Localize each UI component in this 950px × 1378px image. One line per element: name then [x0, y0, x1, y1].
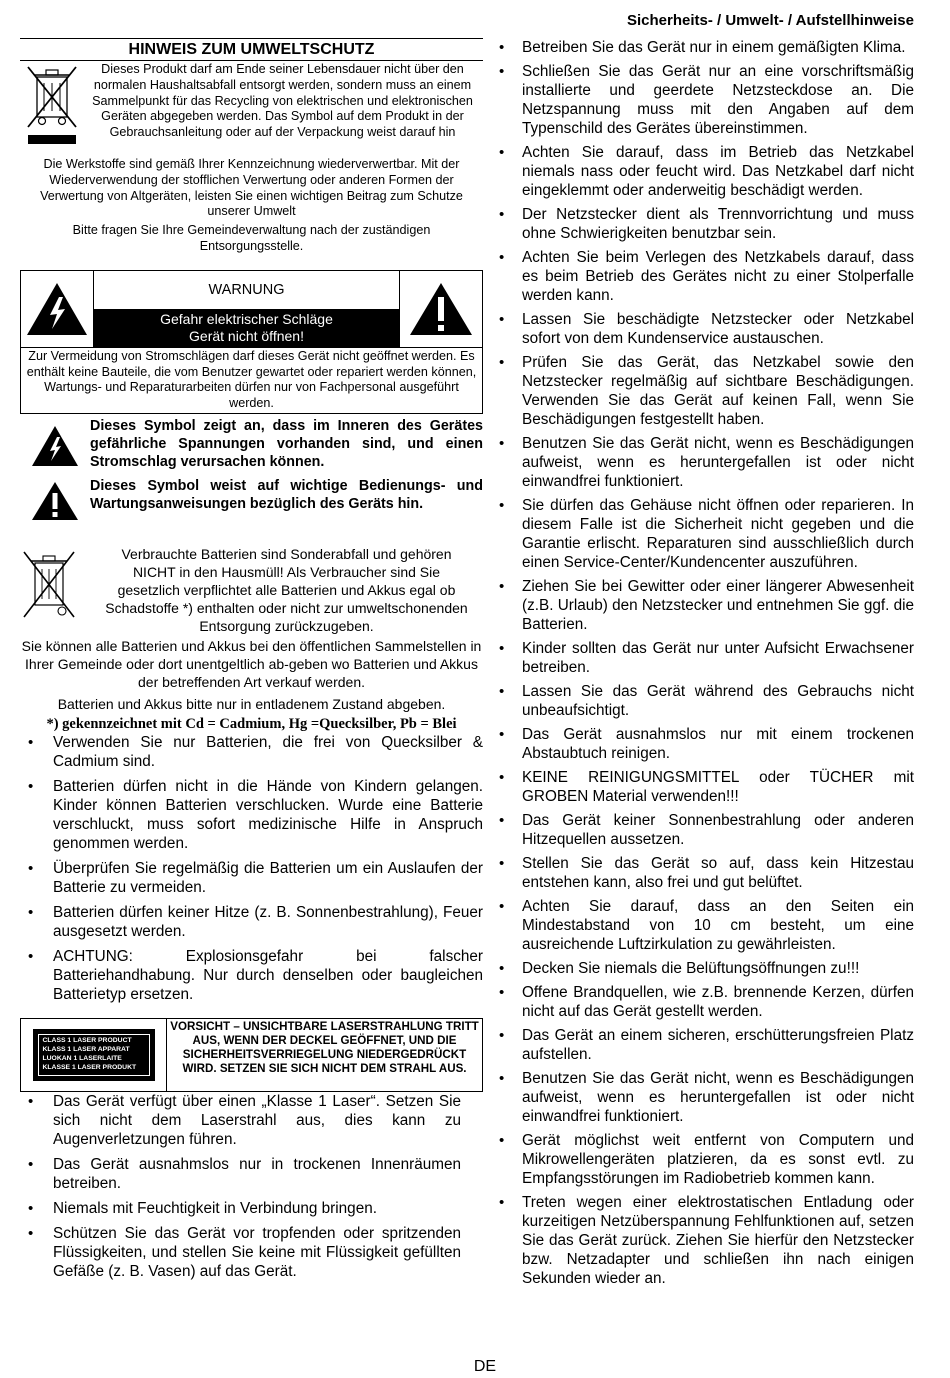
lightning-symbol-text: Dieses Symbol zeigt an, dass im Inneren des Gerätes gefährliche Spannungen vorhanden sind, und einen Stromschlag verursachen können. [90, 417, 483, 470]
laser-box [20, 1018, 483, 1092]
laser-label-line: KLASS 1 LASER APPARAT [42, 1045, 130, 1053]
lightning-icon [31, 425, 79, 467]
laser-label-line: KLASSE 1 LASER PRODUKT [42, 1063, 137, 1071]
battery-bin-icon [22, 549, 76, 623]
list-item: • Prüfen Sie das Gerät, das Netzkabel sowie den Netzstecker regelmäßig auf sichtbare Beschädigungen. Verwenden Sie das Gerät auf keinen Fall, wenn Sie Beschädigungen festgestellt haben. [496, 353, 914, 429]
list-item: • Das Gerät verfügt über einen „Klasse 1 Laser“. Setzen Sie sich nicht dem Laserstrahl aus, dies kann zu Augenverletzungen führen. [20, 1092, 461, 1149]
battery-paragraph-1: Verbrauchte Batterien sind Sonderabfall und gehören NICHT in den Hausmüll! Als Verbraucher sind Sie gesetzlich verpflichtet alle Batterien und Akkus egal ob Schadstoffe *) enthalten oder nicht zur umweltschonenden Entsorgung zurückzugeben. [105, 545, 468, 634]
warning-line-1: Gefahr elektrischer Schläge [160, 310, 333, 327]
list-item: • Decken Sie niemals die Belüftungsöffnungen zu!!! [496, 959, 914, 978]
list-item: • Schützen Sie das Gerät vor tropfenden oder spritzenden Flüssigkeiten, und stellen Sie keine mit Flüssigkeit gefüllten Gefäße (z. B. Vasen) auf das Gerät. [20, 1224, 461, 1281]
safety-list [496, 38, 914, 1288]
crossed-bin-icon [26, 63, 78, 145]
device-list [20, 1092, 483, 1281]
list-item: • Ziehen Sie bei Gewitter oder einer längerer Abwesenheit (z.B. Urlaub) den Netzstecker und entnehmen Sie ggf. die Batterien. [496, 577, 914, 634]
environment-paragraph-2: Die Werkstoffe sind gemäß Ihrer Kennzeichnung wiederverwertbar. Mit der Wiederverwendung der stofflichen Verwertung oder anderen Formen der Verwertung von Altgeräten, leisten Sie einen wichtigen Beitrag zum Schutze unserer Umwelt [40, 157, 463, 219]
battery-section [20, 545, 483, 635]
battery-paragraph-2: Sie können alle Batterien und Akkus bei den öffentlichen Sammelstellen in Ihrer Gemeinde oder dort unentgeltlich ab-geben wo Batterien und Akkus der betreffenden Art verkauf werden. [21, 637, 482, 690]
list-item: • Stellen Sie das Gerät so auf, dass kein Hitzestau entstehen kann, also frei und gut belüftet. [496, 854, 914, 892]
list-item: • Schließen Sie das Gerät nur an eine vorschriftsmäßig installierte und geerdete Netzsteckdose an. Die Netzspannung muss mit den Angaben auf dem Typenschild des Gerätes übereinstimmen. [496, 62, 914, 138]
warning-banner [94, 309, 399, 347]
list-item: • Das Gerät ausnahmslos nur in trockenen Innenräumen betreiben. [20, 1155, 461, 1193]
warning-title: WARNUNG [208, 281, 285, 298]
list-item: • Batterien dürfen keiner Hitze (z. B. Sonnenbestrahlung), Feuer ausgesetzt werden. [20, 903, 483, 941]
laser-warning-text: VORSICHT – UNSICHTBARE LASERSTRAHLUNG TRITT AUS, WENN DER DECKEL GEÖFFNET, UND DIE SICHERHEITSVERRIEGELUNG NIEDERGEDRÜCKT WIRD. SETZEN SIE SICH NICHT DEM STRAHL AUS. [170, 1019, 479, 1075]
environment-paragraph-1: Dieses Produkt darf am Ende seiner Lebensdauer nicht über den normalen Haushaltsabfall entsorgt werden, sondern muss an einem Sammelpunkt für das Recycling von elektrischen und elektronischen Geräten abgegeben werden. Das Symbol auf dem Produkt in der Gebrauchsanleitung oder auf der Verpackung weist darauf hin [92, 62, 473, 140]
list-item: • Überprüfen Sie regelmäßig die Batterien um ein Auslaufen der Batterie zu vermeiden. [20, 859, 483, 897]
laser-label-line: CLASS 1 LASER PRODUCT [42, 1036, 132, 1044]
page-footer: DE [473, 1358, 497, 1375]
lightning-symbol-row [20, 417, 483, 471]
list-item: • Der Netzstecker dient als Trennvorrichtung und muss ohne Schwierigkeiten benutzbar sein. [496, 205, 914, 243]
list-item: • ACHTUNG: Explosionsgefahr bei falscher Batteriehandhabung. Nur durch denselben oder baugleichen Batterietyp ersetzen. [20, 947, 483, 1004]
list-item: • Das Gerät ausnahmslos nur mit einem trockenen Abstaubtuch reinigen. [496, 725, 914, 763]
left-column [20, 38, 483, 1287]
list-item: • Benutzen Sie das Gerät nicht, wenn es Beschädigungen aufweist, wenn es heruntergefallen ist oder nicht einwandfrei funktioniert. [496, 434, 914, 491]
battery-list [20, 733, 483, 1004]
exclamation-warning-icon [408, 281, 474, 337]
list-item: • Batterien dürfen nicht in die Hände von Kindern gelangen. Kinder können Batterien verschlucken. Wurde eine Batterie verschluckt, muss sofort medizinische Hilfe in Anspruch genommen werden. [20, 777, 483, 853]
list-item: • Verwenden Sie nur Batterien, die frei von Quecksilber & Cadmium sind. [20, 733, 483, 771]
lightning-warning-icon [25, 281, 89, 337]
list-item: • Achten Sie darauf, dass an den Seiten ein Mindestabstand von 10 cm besteht, um eine ausreichende Luftzirkulation zu gewährleisten. [496, 897, 914, 954]
list-item: • Das Gerät keiner Sonnenbestrahlung oder anderen Hitzequellen aussetzen. [496, 811, 914, 849]
list-item: • Achten Sie darauf, dass im Betrieb das Netzkabel niemals nass oder feucht wird. Das Netzkabel darf nicht eingeklemmt oder anderweitig beschädigt werden. [496, 143, 914, 200]
list-item: • Kinder sollten das Gerät nur unter Aufsicht Erwachsener betreiben. [496, 639, 914, 677]
list-item: • Lassen Sie beschädigte Netzstecker oder Netzkabel sofort von dem Kundenservice austauschen. [496, 310, 914, 348]
warning-text: Zur Vermeidung von Stromschlägen darf dieses Gerät nicht geöffnet werden. Es enthält keine Bauteile, die vom Benutzer gewartet oder repariert werden können, Wartungs- und Reparaturarbeiten dürfen nur von Fachpersonal ausgeführt werden. [26, 348, 477, 411]
right-column [496, 38, 914, 1293]
warning-line-2: Gerät nicht öffnen! [189, 327, 304, 344]
page-header: Sicherheits- / Umwelt- / Aufstellhinweise [626, 12, 914, 29]
list-item: • Das Gerät an einem sicheren, erschütterungsfreien Platz aufstellen. [496, 1026, 914, 1064]
list-item: • Offene Brandquellen, wie z.B. brennende Kerzen, dürfen nicht auf das Gerät gestellt werden. [496, 983, 914, 1021]
list-item: • Gerät möglichst weit entfernt von Computern und Mikrowellengeräten platzieren, da es sonst evtl. zu Empfangsstörungen im Radiobetrieb kommen kann. [496, 1131, 914, 1188]
battery-note: *) gekennzeichnet mit Cd = Cadmium, Hg =Quecksilber, Pb = Blei [46, 715, 457, 732]
environment-title: HINWEIS ZUM UMWELTSCHUTZ [20, 38, 483, 61]
list-item: • Niemals mit Feuchtigkeit in Verbindung bringen. [20, 1199, 461, 1218]
list-item: • Sie dürfen das Gehäuse nicht öffnen oder reparieren. In diesem Falle ist die Sicherheit nicht gegeben und die Garantie erlischt. Reparaturen sind ausschließlich durch einen Service-Center/Kundencenter auszuführen. [496, 496, 914, 572]
environment-paragraph-3: Bitte fragen Sie Ihre Gemeindeverwaltung nach der zuständigen Entsorgungsstelle. [72, 223, 431, 253]
battery-paragraph-3: Batterien und Akkus bitte nur in entladenem Zustand abgeben. [57, 695, 446, 712]
list-item: • Benutzen Sie das Gerät nicht, wenn es Beschädigungen aufweist, wenn es heruntergefallen ist oder nicht einwandfrei funktioniert. [496, 1069, 914, 1126]
list-item: • Achten Sie beim Verlegen des Netzkabels darauf, dass es beim Betrieb des Gerätes nicht zu einer Stolperfalle werden kann. [496, 248, 914, 305]
laser-class-label [33, 1029, 155, 1081]
exclamation-symbol-text: Dieses Symbol weist auf wichtige Bedienungs- und Wartungsanweisungen bezüglich des Geräts hin. [90, 477, 483, 512]
exclamation-icon [31, 481, 79, 521]
laser-label-line: LUOKAN 1 LASERLAITE [42, 1054, 122, 1062]
exclamation-symbol-row [20, 477, 483, 521]
warning-box [20, 270, 483, 414]
list-item: • KEINE REINIGUNGSMITTEL oder TÜCHER mit GROBEN Material verwenden!!! [496, 768, 914, 806]
list-item: • Treten wegen einer elektrostatischen Entladung oder kurzeitigen Netzüberspannung Fehlfunktionen auf, setzen Sie das Gerät zurück. Ziehen Sie hierfür den Netzstecker bzw. Netzadapter und schließen ihn nach einigen Sekunden wieder an. [496, 1193, 914, 1288]
environment-section [20, 61, 483, 255]
list-item: • Lassen Sie das Gerät während des Gebrauchs nicht unbeaufsichtigt. [496, 682, 914, 720]
list-item: • Betreiben Sie das Gerät nur in einem gemäßigten Klima. [496, 38, 914, 57]
